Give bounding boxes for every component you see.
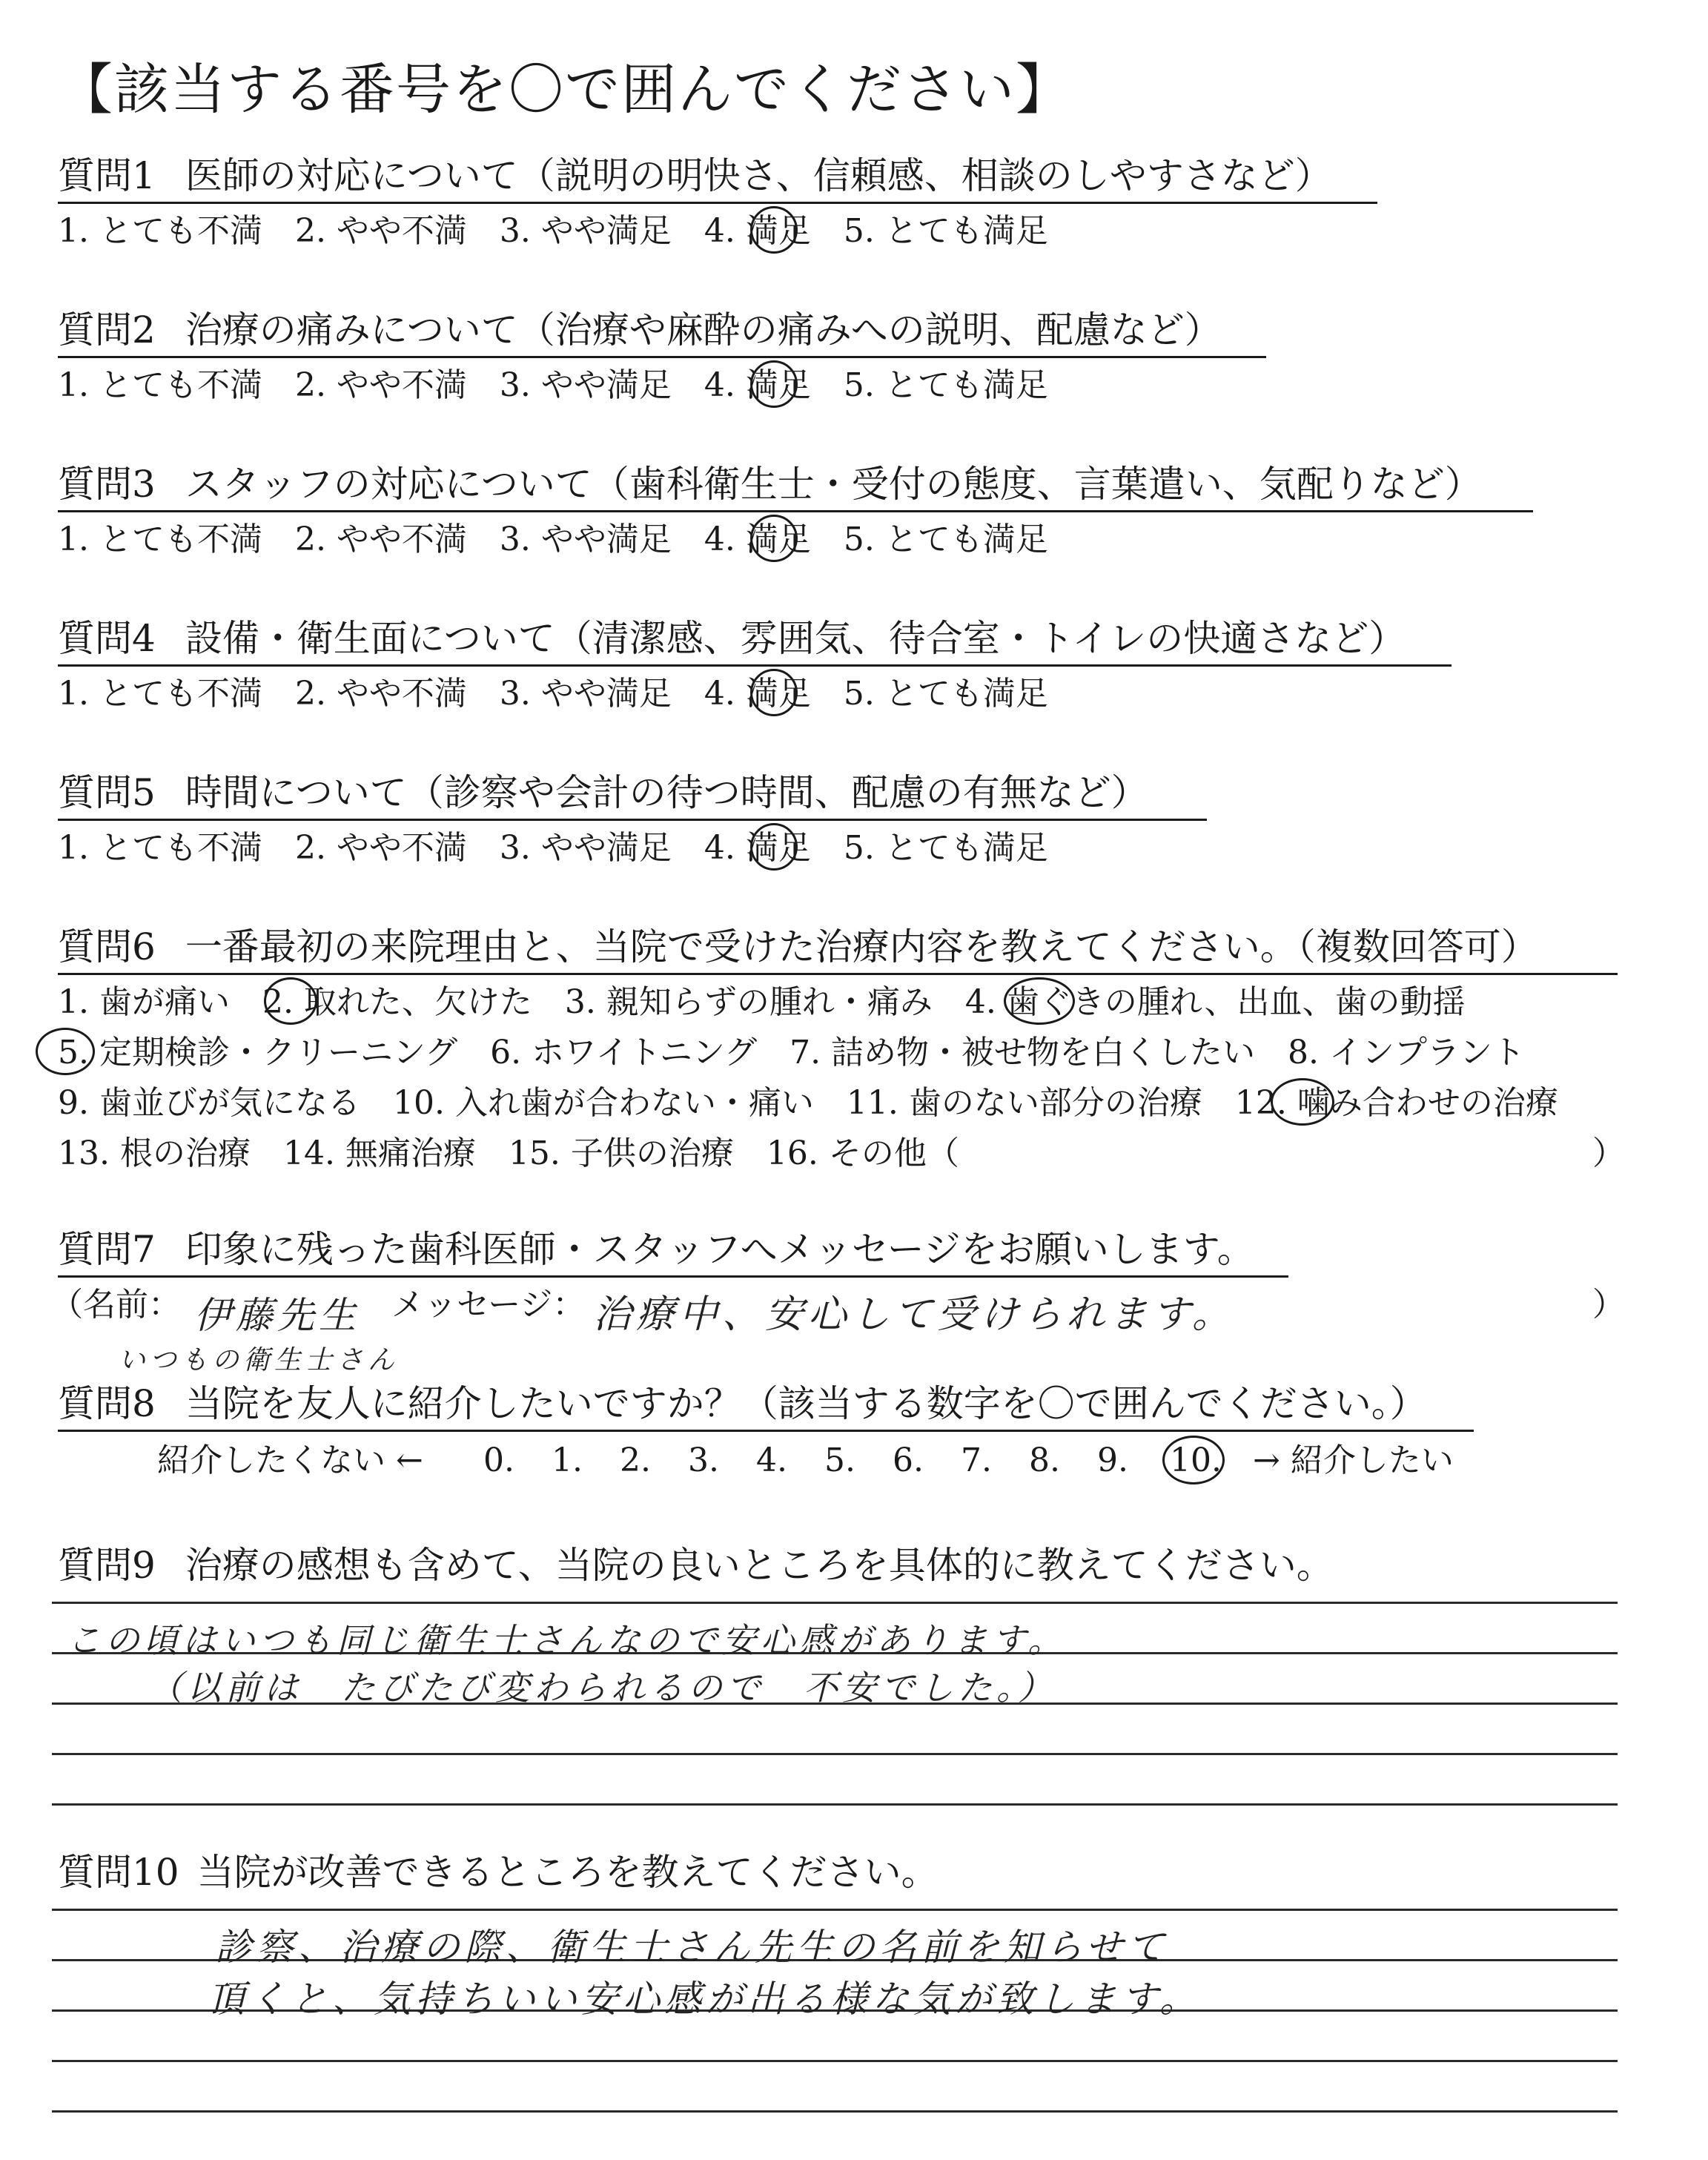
form-title: 【該当する番号を〇で囲んでください】 <box>58 58 1072 122</box>
question-1-label: 質問1 <box>58 154 156 197</box>
question-9-answer-rule-1 <box>52 1602 1618 1604</box>
question-9-answer-handwritten-2: （以前は たびたび変わられるので 不安でした。） <box>148 1668 1056 1708</box>
question-4-label: 質問4 <box>58 617 156 660</box>
question-6-selected-circle-4[interactable] <box>1004 977 1075 1025</box>
question-7-message-handwritten: 治療中、安心して受けられます。 <box>593 1292 1235 1337</box>
question-9-answer-rule-4 <box>52 1753 1618 1755</box>
question-6-selected-circle-2[interactable] <box>264 977 317 1025</box>
question-8-scale-10[interactable]: 10. <box>1170 1441 1222 1479</box>
question-8-underline <box>58 1430 1474 1432</box>
question-1-options: 1. とても不満 2. やや不満 3. やや満足 4. 満足 5. とても満足 <box>58 212 1048 250</box>
question-10-answer-handwritten-2: 頂くと、気持ちいい安心感が出る様な気が致します。 <box>208 1978 1201 2021</box>
question-7-text: 印象に残った歯科医師・スタッフへメッセージをお願いします。 <box>185 1228 1254 1271</box>
question-4-text: 設備・衛生面について（清潔感、雰囲気、待合室・トイレの快適さなど） <box>185 617 1406 660</box>
question-6-options-row-2: 5. 定期検診・クリーニング 6. ホワイトニング 7. 詰め物・被せ物を白くしたい 8. インプラント <box>58 1034 1526 1071</box>
question-8-right-label: → 紹介したい <box>1253 1441 1454 1479</box>
question-8-text: 当院を友人に紹介したいですか？（該当する数字を〇で囲んでください。） <box>185 1382 1427 1425</box>
question-5-heading <box>58 771 1148 814</box>
question-5-text: 時間について（診察や会計の待つ時間、配慮の有無など） <box>185 771 1148 814</box>
question-7-message-label: メッセージ： <box>391 1286 586 1324</box>
question-5-underline <box>58 819 1207 821</box>
question-3-text: スタッフの対応について（歯科衛生士・受付の態度、言葉遣い、気配りなど） <box>185 463 1482 506</box>
question-1-text: 医師の対応について（説明の明快さ、信頼感、相談のしやすさなど） <box>185 154 1332 197</box>
question-8-scale-0[interactable]: 0. <box>483 1441 514 1479</box>
question-3-selected-circle[interactable] <box>750 515 798 562</box>
question-2-heading <box>58 308 1222 351</box>
question-4-selected-circle[interactable] <box>750 669 798 716</box>
question-9-label: 質問9 <box>58 1544 156 1587</box>
question-3-underline <box>58 510 1533 512</box>
question-2-options: 1. とても不満 2. やや不満 3. やや満足 4. 満足 5. とても満足 <box>58 366 1048 404</box>
question-8-left-label: 紹介したくない ← <box>157 1441 423 1479</box>
question-10-answer-rule-5 <box>52 2110 1618 2113</box>
question-7-heading <box>58 1228 1254 1271</box>
question-8-scale-4[interactable]: 4. <box>756 1441 787 1479</box>
question-7-label: 質問7 <box>58 1228 156 1271</box>
question-8-heading <box>58 1382 1427 1425</box>
question-8-scale-7[interactable]: 7. <box>961 1441 992 1479</box>
question-10-text: 当院が改善できるところを教えてください。 <box>196 1851 939 1894</box>
question-6-heading <box>58 925 1538 968</box>
question-4-underline <box>58 664 1452 667</box>
question-10-heading <box>58 1851 939 1894</box>
question-9-answer-handwritten-1: この頃はいつも同じ衛生士さんなので安心感があります。 <box>67 1620 1067 1660</box>
question-6-label: 質問6 <box>58 925 156 968</box>
question-6-underline <box>58 973 1618 975</box>
question-2-text: 治療の痛みについて（治療や麻酔の痛みへの説明、配慮など） <box>185 308 1222 351</box>
question-1-selected-circle[interactable] <box>750 206 798 254</box>
question-7-underline <box>58 1275 1288 1278</box>
question-3-heading <box>58 463 1482 506</box>
question-2-selected-circle[interactable] <box>750 360 798 408</box>
question-6-other-close-paren: ） <box>1592 1135 1625 1172</box>
question-1-heading <box>58 154 1332 197</box>
question-2-label: 質問2 <box>58 308 156 351</box>
question-9-answer-rule-5 <box>52 1803 1618 1806</box>
question-7-name-handwritten: 伊藤先生 <box>194 1294 360 1337</box>
question-8-scale-2[interactable]: 2. <box>620 1441 651 1479</box>
question-4-options: 1. とても不満 2. やや不満 3. やや満足 4. 満足 5. とても満足 <box>58 675 1048 713</box>
question-5-label: 質問5 <box>58 771 156 814</box>
question-6-options-row-4: 13. 根の治療 14. 無痛治療 15. 子供の治療 16. その他（ <box>58 1135 959 1172</box>
question-10-answer-rule-4 <box>52 2060 1618 2062</box>
question-6-selected-circle-5[interactable] <box>36 1028 95 1075</box>
question-9-heading <box>58 1544 1334 1587</box>
question-10-answer-rule-1 <box>52 1909 1618 1911</box>
question-8-scale-8[interactable]: 8. <box>1029 1441 1060 1479</box>
question-5-options: 1. とても不満 2. やや不満 3. やや満足 4. 満足 5. とても満足 <box>58 829 1048 867</box>
question-9-text: 治療の感想も含めて、当院の良いところを具体的に教えてください。 <box>185 1544 1334 1587</box>
question-7-name-handwritten-2: いつもの衛生士さん <box>119 1345 400 1375</box>
question-8-scale-5[interactable]: 5. <box>824 1441 855 1479</box>
question-3-label: 質問3 <box>58 463 156 506</box>
question-8-selected-circle[interactable] <box>1162 1436 1225 1484</box>
question-6-options-row-1: 1. 歯が痛い 2. 取れた、欠けた 3. 親知らずの腫れ・痛み 4. 歯ぐきの腫れ、出血、歯の動揺 <box>58 983 1466 1021</box>
question-2-underline <box>58 356 1266 358</box>
question-3-options: 1. とても不満 2. やや不満 3. やや満足 4. 満足 5. とても満足 <box>58 521 1048 558</box>
question-8-scale-9[interactable]: 9. <box>1097 1441 1128 1479</box>
question-5-selected-circle[interactable] <box>750 823 798 871</box>
question-10-label: 質問10 <box>58 1851 179 1894</box>
question-8-scale-3[interactable]: 3. <box>688 1441 719 1479</box>
question-4-heading <box>58 617 1406 660</box>
question-10-answer-handwritten-1: 診察、治療の際、衛生士さん先生の名前を知らせて <box>215 1926 1169 1969</box>
question-6-options-row-3: 9. 歯並びが気になる 10. 入れ歯が合わない・痛い 11. 歯のない部分の治療 12. 噛み合わせの治療 <box>58 1084 1558 1122</box>
question-8-scale-1[interactable]: 1. <box>552 1441 583 1479</box>
question-7-close-paren: ） <box>1592 1286 1625 1324</box>
question-7-name-label: （名前： <box>50 1286 181 1324</box>
question-6-selected-circle-12[interactable] <box>1271 1078 1334 1126</box>
question-8-scale-6[interactable]: 6. <box>893 1441 924 1479</box>
question-1-underline <box>58 202 1377 204</box>
question-8-label: 質問8 <box>58 1382 156 1425</box>
question-6-text: 一番最初の来院理由と、当院で受けた治療内容を教えてください。（複数回答可） <box>185 925 1538 968</box>
